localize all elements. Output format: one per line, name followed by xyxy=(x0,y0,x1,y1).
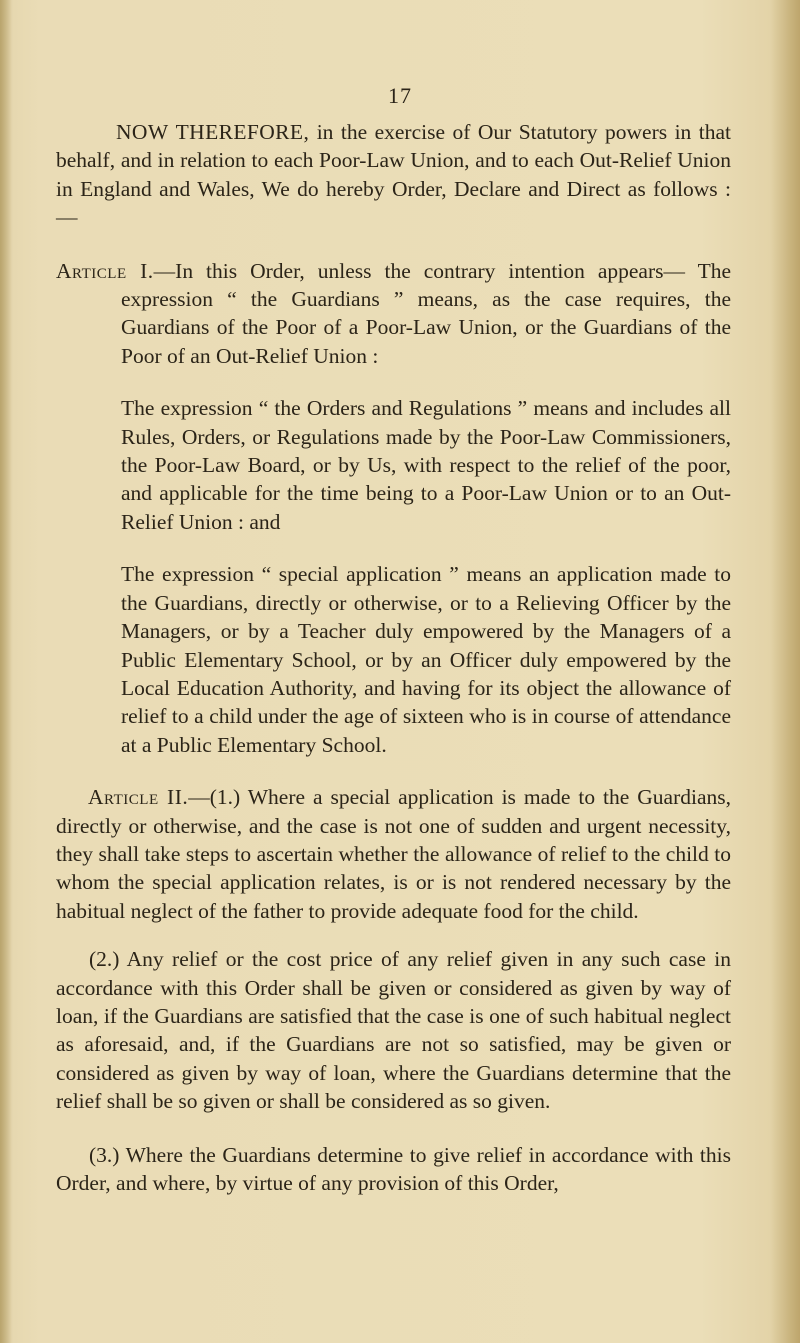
article-1-heading: Article I. xyxy=(56,258,154,283)
article-1-definition-special-application: The expression “ special application ” means an application made to the Guardians, directly or otherwise, or to a Relieving Officer by the Managers, or by a Teacher duly empowered by the Managers of a Public Elementary School, or by an Officer duly empowered by the Local Education Authority, and having for its object the allowance of relief to a child under the age of sixteen who is in course of attendance at a Public Elementary School. xyxy=(121,562,731,757)
intro-text: in the exercise of Our Statutory powers in that behalf, and in relation to each Poor-Law Union, and to each Out-Relief Union in England and Wales, We do hereby Order, Declare and Direct as follows : — xyxy=(56,120,731,230)
article-1-definition-guardians xyxy=(56,257,731,371)
intro-paragraph xyxy=(56,118,731,232)
article-2-heading: Article II. xyxy=(88,785,189,810)
article-2-clause-1-text: —(1.) Where a special application is made to the Guardians, directly or otherwise, and the case is not one of sudden and urgent necessity, they shall take steps to ascertain whether the allowance of relief to the child to whom the special application relates, is or is not rendered necessary by the habitual neglect of the father to provide adequate food for the child. xyxy=(56,785,731,923)
page-number: 17 xyxy=(388,83,412,108)
article-2-clause-1 xyxy=(56,783,731,925)
article-2-clause-2: (2.) Any relief or the cost price of any relief given in any such case in accordance with this Order shall be given or considered as given by way of loan, if the Guardians are satisfied that the case is one of such habitual neglect as aforesaid, and, if the Guardians are not so satisfied, may be given or considered as given by way of loan, where the Guardians determine that the relief shall be so given or shall be considered as so given. xyxy=(56,947,731,1114)
document-body xyxy=(56,118,731,1222)
article-2-clause-3: (3.) Where the Guardians determine to give relief in accordance with this Order, and where, by virtue of any provision of this Order, xyxy=(56,1142,731,1195)
article-1-definition-orders: The expression “ the Orders and Regulations ” means and includes all Rules, Orders, or Regulations made by the Poor-Law Commissioners, the Poor-Law Board, or by Us, with respect to the relief of the poor, and applicable for the time being to a Poor-Law Union or to an Out-Relief Union : and xyxy=(121,396,731,534)
article-1-text: —In this Order, unless the contrary intention appears— The expression “ the Guardians ” means, as the case requires, the Guardians of the Poor of a Poor-Law Union, or the Guardians of the Poor of an Out-Relief Union : xyxy=(121,258,731,368)
intro-lead: NOW THEREFORE, xyxy=(116,120,310,144)
page-edge-shadow xyxy=(0,0,12,1343)
